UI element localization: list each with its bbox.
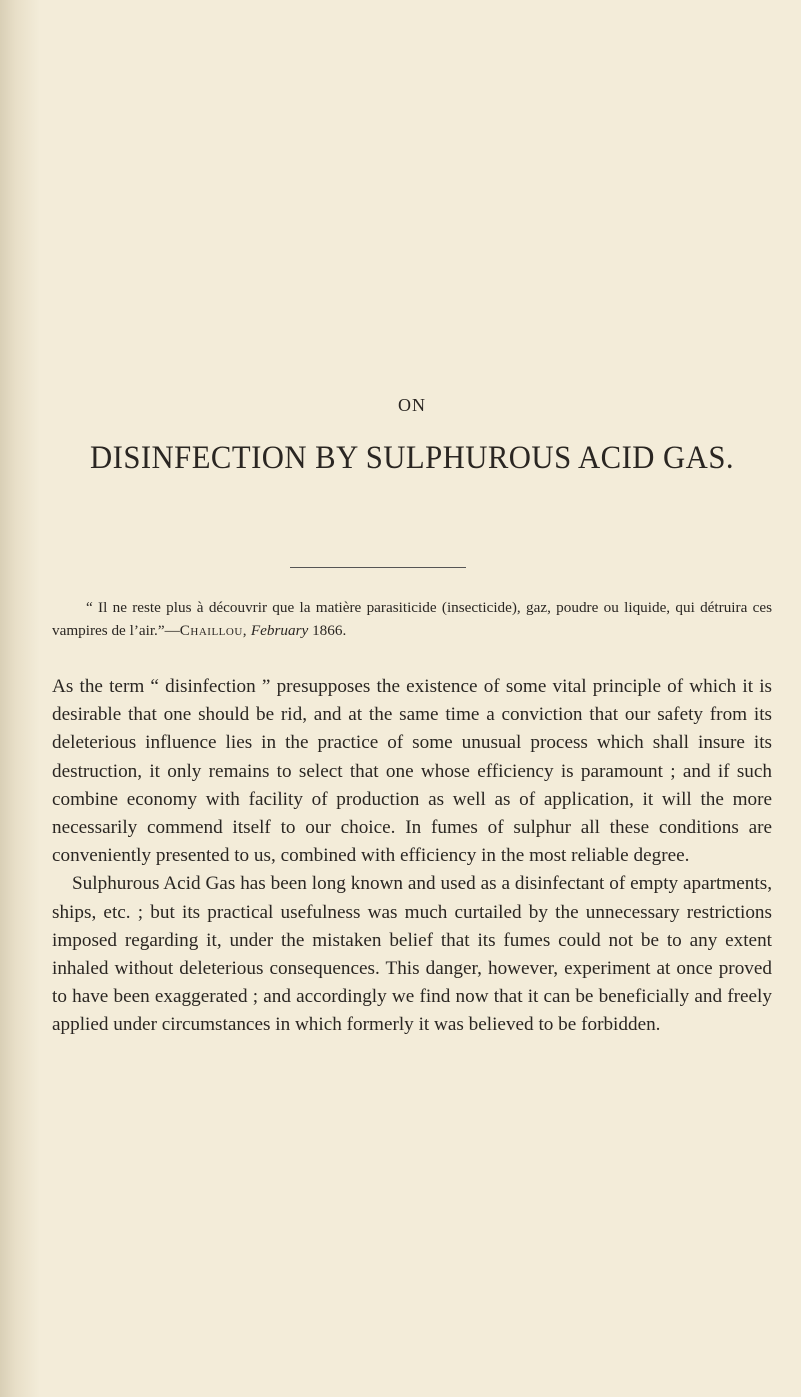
page-edge-shadow <box>0 0 40 1397</box>
page-title: DISINFECTION BY SULPHUROUS ACID GAS. <box>90 440 734 476</box>
epigraph-year: 1866. <box>312 621 347 639</box>
epigraph-text <box>52 597 772 642</box>
heading-on: ON <box>398 395 426 415</box>
body-text <box>52 673 772 1040</box>
epigraph-quote: “ Il ne reste plus à découvrir que la matière parasiticide (insecticide), gaz, poudre ou liquide, qui détruira ces vampires de l’air.”— <box>52 599 772 639</box>
paragraph-1: As the term “ disinfection ” presupposes the existence of some vital principle of which it is desirable that one should be rid, and at the same time a conviction that our safety from its deleterious influence lies in the practice of some unusual process which shall insure its destruction, it only remains to select that one whose efficiency is paramount ; and if such combine economy with facility of production as well as of application, it will the more necessarily commend itself to our choice. In fumes of sulphur all these conditions are conveniently presented to us, combined with efficiency in the most reliable degree. <box>52 676 772 867</box>
paragraph-2: Sulphurous Acid Gas has been long known and used as a disinfectant of empty apartments, ships, etc. ; but its practical usefulness was much curtailed by the unnecessary restrictions imposed regarding it, under the mistaken belief that its fumes could not be to any extent inhaled without deleterious consequences. This danger, however, experiment at once proved to have been exaggerated ; and accordingly we find now that it can be beneficially and freely applied under circumstances in which formerly it was believed to be forbidden. <box>52 873 772 1036</box>
epigraph-author: Chaillou, <box>179 621 248 639</box>
title-divider <box>290 567 466 568</box>
epigraph-month: February <box>250 621 309 639</box>
epigraph <box>52 597 772 642</box>
